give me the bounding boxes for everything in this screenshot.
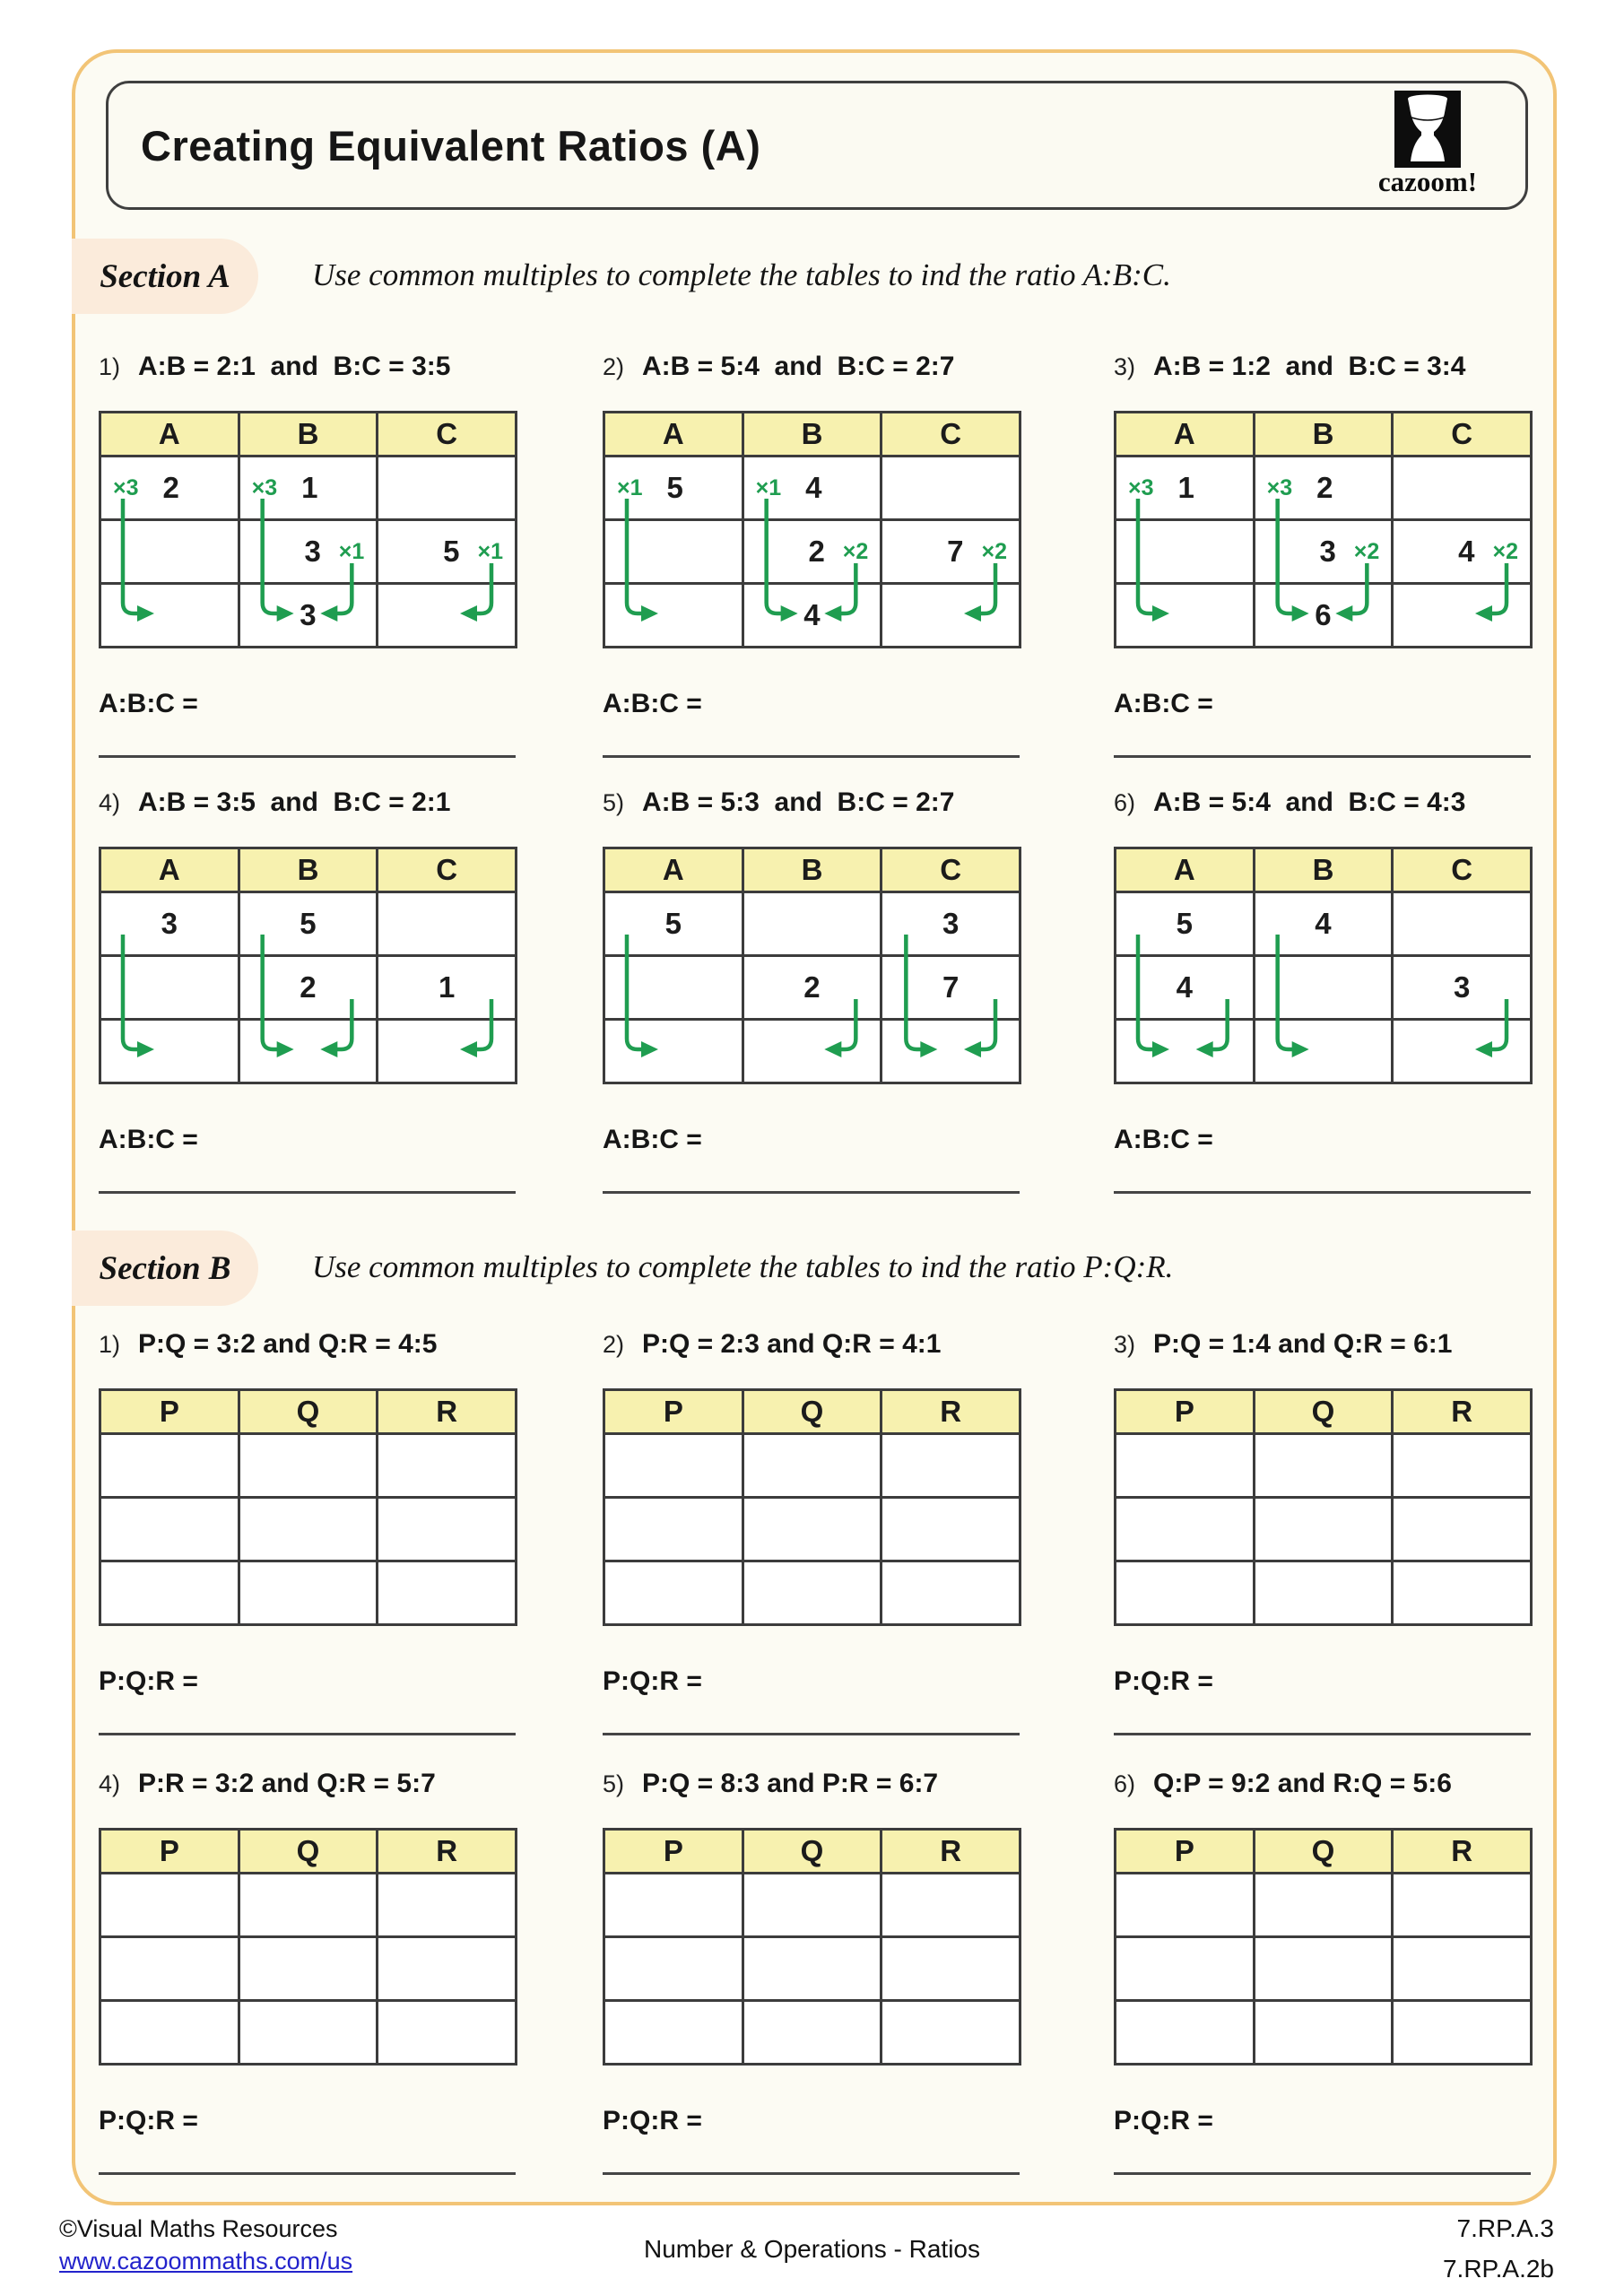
logo-wordmark: cazoom! (1377, 166, 1478, 197)
table-cell-empty (1393, 892, 1532, 956)
col-header-b: B (743, 848, 881, 892)
col-header-p: P (100, 1390, 239, 1434)
table-cell-empty (239, 1937, 378, 2001)
problem-heading (99, 1769, 520, 1805)
table-cell-empty (378, 1561, 517, 1625)
col-header-c: C (378, 413, 517, 457)
table-cell-empty (1116, 584, 1255, 648)
multiplier-label: ×1 (477, 538, 503, 564)
problem-b2 (603, 1329, 1024, 1735)
table-cell-empty (881, 2001, 1020, 2065)
table-cell-empty (378, 1874, 517, 1937)
answer-line (99, 1191, 516, 1194)
table-cell-empty (743, 1498, 881, 1561)
answer-line (603, 1191, 1020, 1194)
table-cell-empty (604, 1561, 743, 1625)
ratio-table (99, 847, 517, 1082)
problem-number: 6) (1114, 789, 1136, 816)
problem-number: 3) (1114, 1331, 1136, 1358)
multiplier-label: ×2 (842, 538, 869, 564)
table-cell (100, 892, 239, 956)
cell-value: 2 (808, 535, 825, 568)
col-header-a: A (1116, 848, 1255, 892)
problem-number: 6) (1114, 1770, 1136, 1797)
table-cell-empty (1393, 1498, 1532, 1561)
cell-value: 2 (1316, 471, 1333, 504)
answer-label: A:B:C = (603, 689, 702, 718)
problem-title: P:Q = 2:3 and Q:R = 4:1 (642, 1329, 942, 1359)
drum-icon (1394, 91, 1461, 168)
problem-number: 2) (603, 353, 625, 380)
problem-heading (1114, 1329, 1535, 1365)
table-cell-empty (239, 1498, 378, 1561)
problem-heading (99, 352, 520, 387)
problem-number: 4) (99, 1770, 121, 1797)
col-header-r: R (378, 1830, 517, 1874)
problem-title: P:Q = 3:2 and Q:R = 4:5 (138, 1329, 438, 1359)
col-header-q: Q (239, 1830, 378, 1874)
answer-label: A:B:C = (1114, 689, 1213, 718)
table-cell-empty (239, 1874, 378, 1937)
cell-value: 3 (161, 907, 178, 940)
table-cell-empty (743, 1434, 881, 1498)
table-cell-empty (881, 584, 1020, 648)
ratio-table (603, 1388, 1021, 1623)
table-cell (1254, 520, 1393, 584)
table-cell-empty (1254, 1561, 1393, 1625)
table-cell-empty (378, 892, 517, 956)
problem-title: P:Q = 1:4 and Q:R = 6:1 (1153, 1329, 1453, 1359)
table-cell-empty (1116, 1498, 1255, 1561)
answer-line (603, 755, 1020, 758)
cell-value: 4 (1176, 970, 1193, 1004)
table-cell (239, 457, 378, 520)
col-header-b: B (1254, 413, 1393, 457)
table-cell-empty (881, 1937, 1020, 2001)
cell-value: 3 (1319, 535, 1336, 568)
col-header-b: B (239, 848, 378, 892)
problem-number: 5) (603, 789, 625, 816)
table-cell-empty (604, 1498, 743, 1561)
section-a-instruction: Use common multiples to complete the tables to ind the ratio A:B:C. (312, 257, 1171, 292)
col-header-r: R (881, 1390, 1020, 1434)
table-cell-empty (100, 1020, 239, 1083)
table-cell (881, 892, 1020, 956)
answer-line (1114, 1733, 1531, 1735)
title-box (106, 81, 1528, 210)
table-cell (1116, 457, 1255, 520)
table-cell-empty (378, 1434, 517, 1498)
cell-value: 5 (300, 907, 317, 940)
problem-heading (1114, 352, 1535, 387)
table-cell (239, 584, 378, 648)
problem-b4 (99, 1769, 520, 2175)
cell-value: 5 (666, 471, 683, 504)
cell-value: 2 (162, 471, 179, 504)
col-header-q: Q (743, 1390, 881, 1434)
table-cell-empty (1116, 1020, 1255, 1083)
table-cell-empty (1116, 1561, 1255, 1625)
problem-heading (1114, 787, 1535, 823)
col-header-p: P (100, 1830, 239, 1874)
answer-label: A:B:C = (603, 1125, 702, 1154)
problem-title: Q:P = 9:2 and R:Q = 5:6 (1153, 1769, 1452, 1798)
cell-value: 2 (300, 970, 317, 1004)
cell-value: 3 (942, 907, 960, 940)
table-cell-empty (1393, 1434, 1532, 1498)
col-header-c: C (881, 413, 1020, 457)
section-a-label: Section A (72, 239, 258, 314)
col-header-a: A (1116, 413, 1255, 457)
col-header-a: A (604, 413, 743, 457)
problem-heading (603, 1329, 1024, 1365)
table-cell-empty (1116, 2001, 1255, 2065)
table-cell-empty (239, 1561, 378, 1625)
answer-line (99, 2172, 516, 2175)
multiplier-label: ×3 (1128, 474, 1154, 500)
cazoom-logo (1360, 91, 1495, 202)
problem-a3 (1114, 352, 1535, 758)
table-cell-empty (1116, 1874, 1255, 1937)
problem-a6 (1114, 787, 1535, 1194)
table-cell-empty (100, 1874, 239, 1937)
cell-value: 4 (803, 598, 821, 631)
table-cell-empty (378, 1937, 517, 2001)
multiplier-label: ×3 (1266, 474, 1293, 500)
table-cell (100, 457, 239, 520)
table-cell-empty (1393, 1874, 1532, 1937)
problem-heading (603, 352, 1024, 387)
problem-a4 (99, 787, 520, 1194)
table-cell-empty (1393, 457, 1532, 520)
col-header-q: Q (1254, 1830, 1393, 1874)
table-cell (743, 584, 881, 648)
cell-value: 3 (300, 598, 317, 631)
table-cell-empty (881, 1874, 1020, 1937)
table-cell-empty (743, 1561, 881, 1625)
table-cell-empty (378, 584, 517, 648)
table-cell-empty (239, 2001, 378, 2065)
answer-line (99, 755, 516, 758)
problem-title: A:B = 5:4 and B:C = 2:7 (642, 352, 955, 381)
col-header-b: B (1254, 848, 1393, 892)
problem-a2 (603, 352, 1024, 758)
table-cell (1254, 457, 1393, 520)
problem-title: A:B = 2:1 and B:C = 3:5 (138, 352, 451, 381)
footer-copyright: ©Visual Maths Resources (59, 2215, 338, 2242)
col-header-r: R (1393, 1830, 1532, 1874)
standard-code-1: 7.RP.A.3 (1456, 2214, 1554, 2242)
table-cell-empty (604, 1434, 743, 1498)
multiplier-label: ×1 (617, 474, 643, 500)
ratio-table (603, 411, 1021, 646)
multiplier-label: ×3 (251, 474, 278, 500)
cell-value: 4 (1315, 907, 1332, 940)
problem-number: 1) (99, 1331, 121, 1358)
table-cell (604, 457, 743, 520)
table-cell (378, 520, 517, 584)
table-cell (743, 520, 881, 584)
table-cell-empty (1254, 1937, 1393, 2001)
answer-label: P:Q:R = (1114, 1666, 1213, 1696)
table-cell-empty (378, 1020, 517, 1083)
table-cell-empty (1393, 584, 1532, 648)
table-cell-empty (100, 1434, 239, 1498)
table-cell-empty (1254, 1434, 1393, 1498)
cell-value: 3 (304, 535, 321, 568)
col-header-a: A (604, 848, 743, 892)
table-cell-empty (604, 1874, 743, 1937)
answer-label: P:Q:R = (603, 2106, 702, 2135)
answer-line (1114, 1191, 1531, 1194)
ratio-table (1114, 1388, 1533, 1623)
problem-heading (603, 787, 1024, 823)
table-cell-empty (1393, 2001, 1532, 2065)
problem-title: A:B = 5:3 and B:C = 2:7 (642, 787, 955, 817)
multiplier-label: ×1 (755, 474, 782, 500)
table-cell-empty (881, 1020, 1020, 1083)
table-cell (1393, 956, 1532, 1020)
col-header-c: C (881, 848, 1020, 892)
problem-number: 1) (99, 353, 121, 380)
table-cell-empty (378, 457, 517, 520)
col-header-p: P (1116, 1390, 1255, 1434)
table-cell-empty (604, 1020, 743, 1083)
table-cell (743, 457, 881, 520)
ratio-table (99, 1388, 517, 1623)
problem-heading (1114, 1769, 1535, 1805)
problem-title: A:B = 5:4 and B:C = 4:3 (1153, 787, 1466, 817)
table-cell (1254, 892, 1393, 956)
answer-label: P:Q:R = (99, 1666, 198, 1696)
problem-a1 (99, 352, 520, 758)
cell-value: 2 (803, 970, 821, 1004)
ratio-table (99, 1828, 517, 2063)
multiplier-label: ×2 (1353, 538, 1380, 564)
table-cell-empty (100, 520, 239, 584)
answer-line (603, 1733, 1020, 1735)
table-cell-empty (1116, 1937, 1255, 2001)
table-cell (881, 520, 1020, 584)
cell-value: 4 (1458, 535, 1475, 568)
col-header-b: B (239, 413, 378, 457)
table-cell-empty (1393, 1561, 1532, 1625)
problem-title: P:R = 3:2 and Q:R = 5:7 (138, 1769, 436, 1798)
multiplier-label: ×2 (981, 538, 1007, 564)
table-cell-empty (239, 1434, 378, 1498)
ratio-table (1114, 411, 1533, 646)
table-cell-empty (1254, 1498, 1393, 1561)
page-title: Creating Equivalent Ratios (A) (141, 121, 761, 170)
answer-label: P:Q:R = (1114, 2106, 1213, 2135)
ratio-table (99, 411, 517, 646)
table-cell (1254, 584, 1393, 648)
answer-line (603, 2172, 1020, 2175)
answer-label: A:B:C = (1114, 1125, 1213, 1154)
table-cell-empty (378, 2001, 517, 2065)
table-cell-empty (100, 1937, 239, 2001)
cell-value: 4 (805, 471, 822, 504)
footer-topic: Number & Operations - Ratios (643, 2235, 981, 2263)
problem-a5 (603, 787, 1024, 1194)
problem-b3 (1114, 1329, 1535, 1735)
answer-line (99, 1733, 516, 1735)
problem-title: A:B = 3:5 and B:C = 2:1 (138, 787, 451, 817)
col-header-r: R (378, 1390, 517, 1434)
problem-number: 4) (99, 789, 121, 816)
col-header-c: C (1393, 848, 1532, 892)
table-cell-empty (1393, 1937, 1532, 2001)
multiplier-label: ×2 (1492, 538, 1518, 564)
table-cell (1116, 892, 1255, 956)
col-header-r: R (881, 1830, 1020, 1874)
table-cell-empty (743, 1874, 881, 1937)
ratio-table (1114, 847, 1533, 1082)
table-cell-empty (604, 520, 743, 584)
table-cell (239, 892, 378, 956)
col-header-q: Q (239, 1390, 378, 1434)
table-cell-empty (239, 1020, 378, 1083)
table-cell-empty (1254, 1874, 1393, 1937)
table-cell-empty (743, 892, 881, 956)
problem-heading (99, 787, 520, 823)
table-cell (881, 956, 1020, 1020)
table-cell-empty (881, 1434, 1020, 1498)
col-header-c: C (1393, 413, 1532, 457)
multiplier-label: ×1 (338, 538, 365, 564)
table-cell-empty (881, 1561, 1020, 1625)
table-cell-empty (100, 2001, 239, 2065)
cell-value: 7 (947, 535, 964, 568)
table-cell (604, 892, 743, 956)
ratio-table (1114, 1828, 1533, 2063)
table-cell (743, 956, 881, 1020)
col-header-a: A (100, 413, 239, 457)
problem-number: 5) (603, 1770, 625, 1797)
col-header-p: P (604, 1830, 743, 1874)
cell-value: 3 (1453, 970, 1471, 1004)
problem-heading (603, 1769, 1024, 1805)
col-header-q: Q (1254, 1390, 1393, 1434)
table-cell-empty (1254, 2001, 1393, 2065)
cell-value: 7 (942, 970, 960, 1004)
cell-value: 6 (1315, 598, 1332, 631)
problem-b6 (1114, 1769, 1535, 2175)
problem-number: 2) (603, 1331, 625, 1358)
table-cell (1393, 520, 1532, 584)
ratio-table (603, 847, 1021, 1082)
table-cell-empty (1254, 1020, 1393, 1083)
table-cell-empty (1116, 520, 1255, 584)
answer-line (1114, 2172, 1531, 2175)
col-header-p: P (1116, 1830, 1255, 1874)
table-cell (378, 956, 517, 1020)
problem-title: P:Q = 8:3 and P:R = 6:7 (642, 1769, 939, 1798)
cell-value: 1 (438, 970, 456, 1004)
col-header-a: A (100, 848, 239, 892)
problem-number: 3) (1114, 353, 1136, 380)
answer-label: P:Q:R = (99, 2106, 198, 2135)
table-cell-empty (100, 1498, 239, 1561)
table-cell-empty (100, 584, 239, 648)
table-cell-empty (1116, 1434, 1255, 1498)
cell-value: 5 (443, 535, 460, 568)
cell-value: 5 (1176, 907, 1193, 940)
problem-b5 (603, 1769, 1024, 2175)
cell-value: 1 (301, 471, 318, 504)
col-header-q: Q (743, 1830, 881, 1874)
col-header-c: C (378, 848, 517, 892)
table-cell (239, 956, 378, 1020)
col-header-p: P (604, 1390, 743, 1434)
ratio-table (603, 1828, 1021, 2063)
table-cell-empty (604, 2001, 743, 2065)
table-cell-empty (1254, 956, 1393, 1020)
table-cell-empty (100, 956, 239, 1020)
answer-line (1114, 755, 1531, 758)
table-cell (239, 520, 378, 584)
table-cell (1116, 956, 1255, 1020)
section-b-instruction: Use common multiples to complete the tables to ind the ratio P:Q:R. (312, 1249, 1174, 1284)
footer-link[interactable]: www.cazoommaths.com/us (59, 2248, 353, 2274)
multiplier-label: ×3 (113, 474, 139, 500)
table-cell-empty (378, 1498, 517, 1561)
table-cell-empty (881, 457, 1020, 520)
table-cell-empty (604, 584, 743, 648)
col-header-r: R (1393, 1390, 1532, 1434)
answer-label: P:Q:R = (603, 1666, 702, 1696)
problem-b1 (99, 1329, 520, 1735)
footer-standards (1443, 2208, 1554, 2289)
table-cell-empty (100, 1561, 239, 1625)
table-cell-empty (743, 2001, 881, 2065)
standard-code-2: 7.RP.A.2b (1442, 2255, 1554, 2283)
cell-value: 1 (1177, 471, 1194, 504)
table-cell-empty (604, 956, 743, 1020)
col-header-b: B (743, 413, 881, 457)
section-b-label: Section B (72, 1231, 258, 1306)
problem-heading (99, 1329, 520, 1365)
table-cell-empty (604, 1937, 743, 2001)
table-cell-empty (881, 1498, 1020, 1561)
problem-title: A:B = 1:2 and B:C = 3:4 (1153, 352, 1466, 381)
answer-label: A:B:C = (99, 689, 198, 718)
table-cell-empty (743, 1020, 881, 1083)
table-cell-empty (743, 1937, 881, 2001)
cell-value: 5 (664, 907, 682, 940)
table-cell-empty (1393, 1020, 1532, 1083)
answer-label: A:B:C = (99, 1125, 198, 1154)
